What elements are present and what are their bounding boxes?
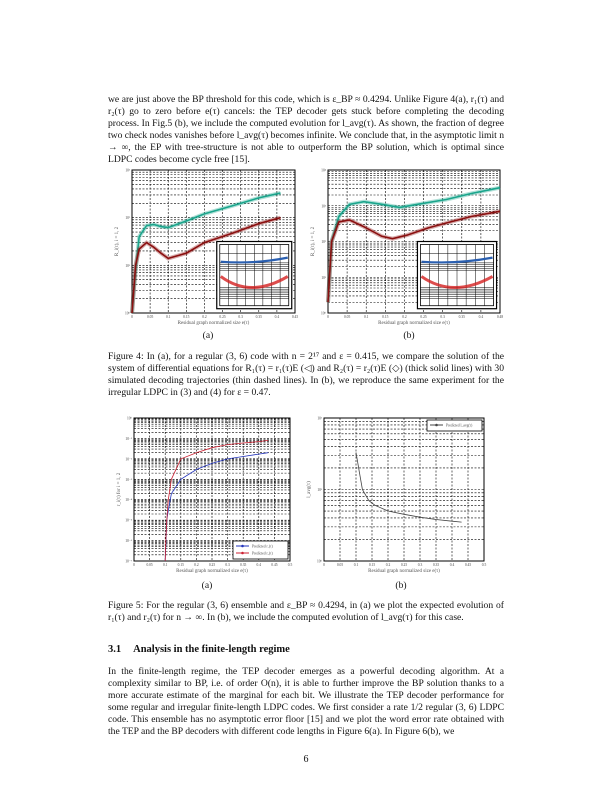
y-tick-label: 10⁰ bbox=[316, 559, 322, 564]
y-tick-label: 10⁰ bbox=[126, 416, 132, 421]
y-tick-label: 10¹ bbox=[317, 488, 322, 492]
inset-plot bbox=[417, 242, 496, 309]
x-tick-label: 0.35 bbox=[458, 315, 465, 319]
x-tick-label: 0.15 bbox=[368, 563, 376, 567]
x-tick-label: 0.05 bbox=[343, 315, 351, 319]
figure-5-caption: Figure 5: For the regular (3, 6) ensemble and ε_BP ≈ 0.4294, in (a) we plot the expected evolution of r₁(τ) and r₂(τ) for n → ∞. In (b), we include the computed evolution of l_avg(τ) for this case. bbox=[108, 600, 504, 623]
legend-entry: Predicted r₁(τ) bbox=[252, 544, 273, 549]
x-tick-label: 0.48 bbox=[496, 315, 504, 319]
y-tick-label: 10² bbox=[317, 416, 322, 421]
x-tick-label: 0.4 bbox=[274, 315, 280, 319]
x-tick-label: 0.25 bbox=[420, 315, 427, 319]
x-tick-label: 0.3 bbox=[417, 563, 423, 567]
x-axis-label: Residual graph normalized size e(τ) bbox=[176, 569, 248, 574]
figure-5a bbox=[112, 412, 300, 580]
intro-paragraph bbox=[108, 94, 504, 166]
y-tick-label: 10³ bbox=[321, 204, 326, 209]
y-tick-label: 10⁰ bbox=[124, 311, 130, 316]
x-tick-label: 0.2 bbox=[202, 315, 207, 319]
y-tick-label: 10⁰ bbox=[320, 311, 326, 316]
figure-4b bbox=[310, 162, 505, 330]
x-tick-label: 0.35 bbox=[255, 315, 262, 319]
legend bbox=[233, 541, 288, 559]
plot-area bbox=[125, 417, 292, 568]
section-title: Analysis in the finite-length regime bbox=[133, 644, 290, 655]
plot-area bbox=[125, 169, 298, 320]
figure-5b bbox=[302, 412, 497, 580]
x-tick-label: 0.15 bbox=[177, 563, 184, 567]
plot-area bbox=[317, 417, 486, 568]
figure-4-caption: Figure 4: In (a), for a regular (3, 6) code with n = 2¹⁷ and ε = 0.415, we compare the solution of the system of differential equations for R₁(τ) = r₁(τ)E (◁) and R₂(τ) = r₂(τ)E (◇) (thick solid lines) with 30 simulated decoding trajectories (thin dashed lines). In (b), we reproduce the same experiment for the irregular LDPC in (3) and (4) for ε = 0.47. bbox=[108, 351, 504, 398]
y-tick-label: 10⁻² bbox=[125, 457, 132, 462]
y-tick-label: 10¹ bbox=[125, 263, 130, 268]
x-tick-label: 0.45 bbox=[271, 563, 278, 567]
x-axis-label: Residual graph normalized size e(τ) bbox=[368, 569, 440, 574]
x-tick-label: 0.3 bbox=[238, 315, 243, 319]
x-tick-label: 0.15 bbox=[183, 315, 190, 319]
x-tick-label: 0.3 bbox=[440, 315, 445, 319]
y-tick-label: 10⁻⁷ bbox=[125, 559, 132, 564]
x-tick-label: 0.2 bbox=[194, 563, 199, 567]
x-tick-label: 0.1 bbox=[363, 315, 369, 319]
x-tick-label: 0.5 bbox=[287, 563, 293, 567]
y-tick-label: 10⁻³ bbox=[125, 477, 132, 482]
x-tick-label: 0 bbox=[327, 315, 329, 319]
x-tick-label: 0.25 bbox=[208, 563, 216, 567]
y-axis-label: R_i(τ), i = 1, 2 bbox=[311, 226, 316, 257]
figure-4a-label: (a) bbox=[202, 330, 214, 341]
x-tick-label: 0.4 bbox=[256, 563, 262, 567]
x-tick-label: 0.05 bbox=[146, 563, 153, 567]
y-tick-label: 10⁴ bbox=[321, 168, 326, 173]
x-axis-label: Residual graph normalized size e(τ) bbox=[177, 321, 250, 326]
section-heading bbox=[108, 644, 290, 655]
y-tick-label: 10⁻⁶ bbox=[125, 539, 132, 544]
x-tick-label: 0.1 bbox=[353, 563, 359, 567]
y-tick-label: 10¹ bbox=[321, 275, 326, 280]
y-tick-label: 10⁻⁵ bbox=[125, 518, 132, 523]
x-tick-label: 0.5 bbox=[481, 563, 487, 567]
figure-5a-label: (a) bbox=[201, 580, 213, 591]
x-tick-label: 0.05 bbox=[336, 563, 344, 567]
x-tick-label: 0 bbox=[133, 563, 135, 567]
y-tick-label: 10⁻¹ bbox=[125, 436, 132, 441]
x-tick-label: 0.05 bbox=[146, 315, 154, 319]
inset-plot bbox=[217, 242, 292, 309]
x-tick-label: 0 bbox=[323, 563, 325, 567]
x-tick-label: 0.1 bbox=[165, 315, 171, 319]
x-tick-label: 0.4 bbox=[449, 563, 455, 567]
y-axis-label: l_avg(τ) bbox=[307, 481, 312, 498]
body-text: In the finite-length regime, the TEP decoder emerges as a powerful decoding algorithm. At a complexity similar to BP, i.e. of order O(n), it is able to further improve the BP solution thanks to a more accurate estimate of the marginal for each bit. We illustrate the TEP decoder performance for some regular and irregular finite-length LDPC codes. We first consider a rate 1/2 regular (3, 6) LDPC code. This ensemble has no asymptotic error floor [15] and we plot the word error rate obtained with the TEP and the BP decoders with different code lengths in Figure 6(a). In Figure 6(b), we bbox=[108, 666, 504, 737]
x-tick-label: 0.45 bbox=[464, 563, 472, 567]
x-axis-label: Residual graph normalized size e(τ) bbox=[378, 321, 450, 326]
x-tick-label: 0 bbox=[131, 315, 133, 319]
x-tick-label: 0.35 bbox=[240, 563, 247, 567]
x-tick-label: 0.25 bbox=[219, 315, 226, 319]
x-tick-label: 0.4 bbox=[478, 315, 484, 319]
y-tick-label: 10² bbox=[125, 216, 130, 221]
y-tick-label: 10³ bbox=[125, 168, 130, 173]
y-tick-label: 10⁻⁴ bbox=[125, 498, 132, 503]
section-number: 3.1 bbox=[108, 644, 122, 655]
x-tick-label: 0.15 bbox=[382, 315, 389, 319]
x-tick-label: 0.3 bbox=[225, 563, 230, 567]
page-number: 6 bbox=[303, 754, 309, 765]
y-tick-label: 10² bbox=[321, 240, 326, 244]
x-tick-label: 0.45 bbox=[291, 315, 299, 319]
legend-entry: Predicted r₂(τ) bbox=[252, 551, 273, 556]
x-tick-label: 0.25 bbox=[400, 563, 408, 567]
plot-area bbox=[321, 169, 503, 320]
x-tick-label: 0.2 bbox=[402, 315, 407, 319]
y-axis-label: r_i(τ) for i = 1, 2 bbox=[117, 472, 122, 507]
figure-4b-label: (b) bbox=[403, 330, 415, 341]
figure-5b-label: (b) bbox=[395, 580, 407, 591]
x-tick-label: 0.35 bbox=[432, 563, 440, 567]
x-tick-label: 0.1 bbox=[162, 563, 168, 567]
figure-4a bbox=[108, 162, 303, 330]
legend bbox=[427, 420, 482, 431]
body-paragraph bbox=[108, 666, 504, 738]
y-axis-label: R_i(τ), i = 1, 2 bbox=[115, 226, 120, 257]
intro-text: we are just above the BP threshold for this code, which is ε_BP ≈ 0.4294. Unlike Figure 4(a), r₁(τ) and r₂(τ) go to zero before e(τ) cancels: the TEP decoder gets stuck before completing the decoding process. In Fig.5 (b), we include the computed evolution for l_avg(τ). As shown, the fraction of degree two check nodes vanishes before l_avg(τ) becomes infinite. We conclude that, in the asymptotic limit n → ∞, the EP with tree-structure is not able to outperform the BP solution, which is optimal since LDPC codes become cycle free [15]. bbox=[108, 94, 504, 165]
legend-entry: Predicted l_avg(τ) bbox=[446, 423, 473, 428]
x-tick-label: 0.2 bbox=[385, 563, 391, 567]
